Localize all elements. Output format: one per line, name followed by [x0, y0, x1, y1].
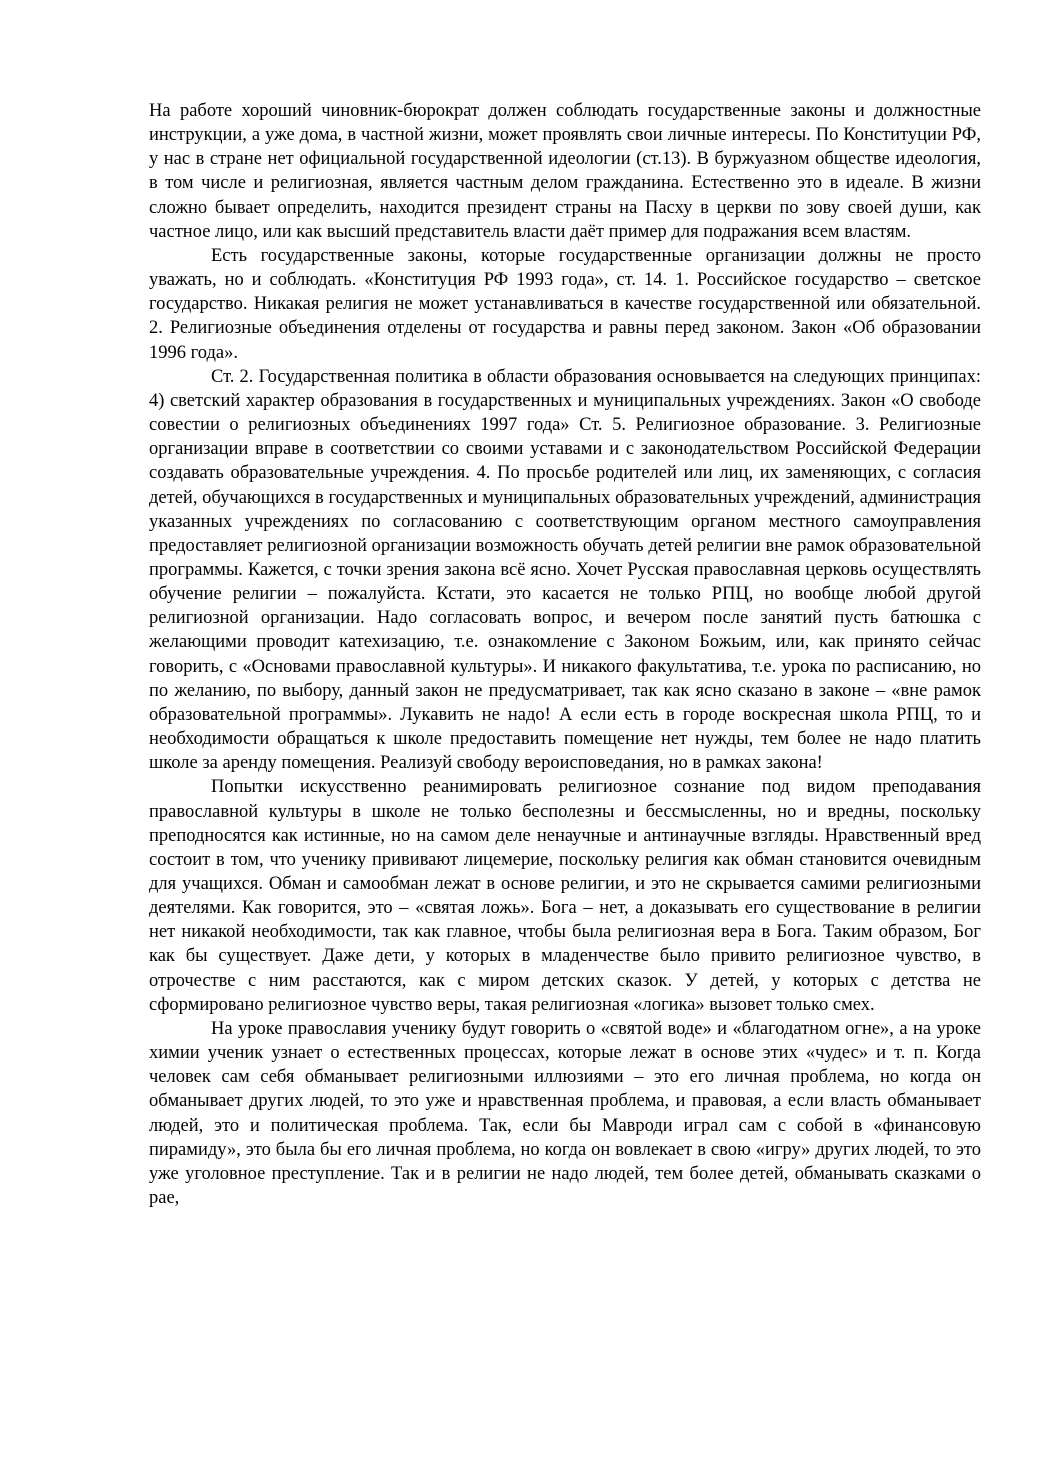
document-page [149, 99, 981, 1210]
paragraph-4: Попытки искусственно реанимировать религиозное сознание под видом преподавания православной культуры в школе не только бесполезны и бессмысленны, но и вредны, поскольку преподносятся как истинные, но на самом деле ненаучные и антинаучные взгляды. Нравственный вред состоит в том, что ученику прививают лицемерие, поскольку религия как обман становится очевидным для учащихся. Обман и самообман лежат в основе религии, и это не скрывается самими религиозными деятелями. Как говорится, это – «святая ложь». Бога – нет, а доказывать его существование в религии нет никакой необходимости, так как главное, чтобы была религиозная вера в Бога. Таким образом, Бог как бы существует. Даже дети, у которых в младенчестве было привито религиозное чувство, в отрочестве с ним расстаются, как с миром детских сказок. У детей, у которых с детства не сформировано религиозное чувство веры, такая религиозная «логика» вызовет только смех. [149, 777, 981, 1015]
paragraph-2: Есть государственные законы, которые государственные организации должны не просто уважать, но и соблюдать. «Конституция РФ 1993 года», ст. 14. 1. Российское государство – светское государство. Никакая религия не может устанавливаться в качестве государственной или обязательной. 2. Религиозные объединения отделены от государства и равны перед законом. Закон «Об образовании 1996 года». [149, 245, 981, 363]
paragraph-1: На работе хороший чиновник-бюрократ должен соблюдать государственные законы и должностные инструкции, а уже дома, в частной жизни, может проявлять свои личные интересы. По Конституции РФ, у нас в стране нет официальной государственной идеологии (ст.13). В буржуазном обществе идеология, в том числе и религиозная, является частным делом гражданина. Естественно это в идеале. В жизни сложно бывает определить, находится президент страны на Пасху в церкви по зову своей души, как частное лицо, или как высший представитель власти даёт пример для подражания всем властям. [149, 101, 981, 242]
paragraph-5: На уроке православия ученику будут говорить о «святой воде» и «благодатном огне», а на уроке химии ученик узнает о естественных процессах, которые лежат в основе этих «чудес» и т. п. Когда человек сам себя обманывает религиозными иллюзиями – это его личная проблема, но когда он обманывает других людей, то это уже и нравственная проблема, и правовая, а если власть обманывает людей, это и политическая проблема. Так, если бы Мавроди играл сам с собой в «финансовую пирамиду», это была бы его личная проблема, но когда он вовлекает в свою «игру» других людей, то это уже уголовное преступление. Так и в религии не надо людей, тем более детей, обманывать сказками о рае, [149, 1018, 981, 1209]
paragraph-3: Ст. 2. Государственная политика в области образования основывается на следующих принципах: 4) светский характер образования в государственных и муниципальных учреждениях. Закон «О свободе совестии о религиозных объединениях 1997 года» Ст. 5. Религиозное образование. 3. Религиозные организации вправе в соответствии со своими уставами и с законодательством Российской Федерации создавать образовательные учреждения. 4. По просьбе родителей или лиц, их заменяющих, с согласия детей, обучающихся в государственных и муниципальных образовательных учреждений, администрация указанных учреждениях по согласованию с соответствующим органом местного самоуправления предоставляет религиозной организации возможность обучать детей религии вне рамок образовательной программы. Кажется, с точки зрения закона всё ясно. Хочет Русская православная церковь осуществлять обучение религии – пожалуйста. Кстати, это касается не только РПЦ, но вообще любой другой религиозной организации. Надо согласовать вопрос, и вечером после занятий пусть батюшка с желающими проводит катехизацию, т.е. ознакомление с Законом Божьим, или, как принято сейчас говорить, с «Основами православной культуры». И никакого факультатива, т.е. урока по расписанию, но по желанию, по выбору, данный закон не предусматривает, так как ясно сказано в законе – «вне рамок образовательной программы». Лукавить не надо! А если есть в городе воскресная школа РПЦ, то и необходимости обращаться к школе предоставить помещение нет нужды, тем более не надо платить школе за аренду помещения. Реализуй свободу вероисповедания, но в рамках закона! [149, 366, 981, 774]
